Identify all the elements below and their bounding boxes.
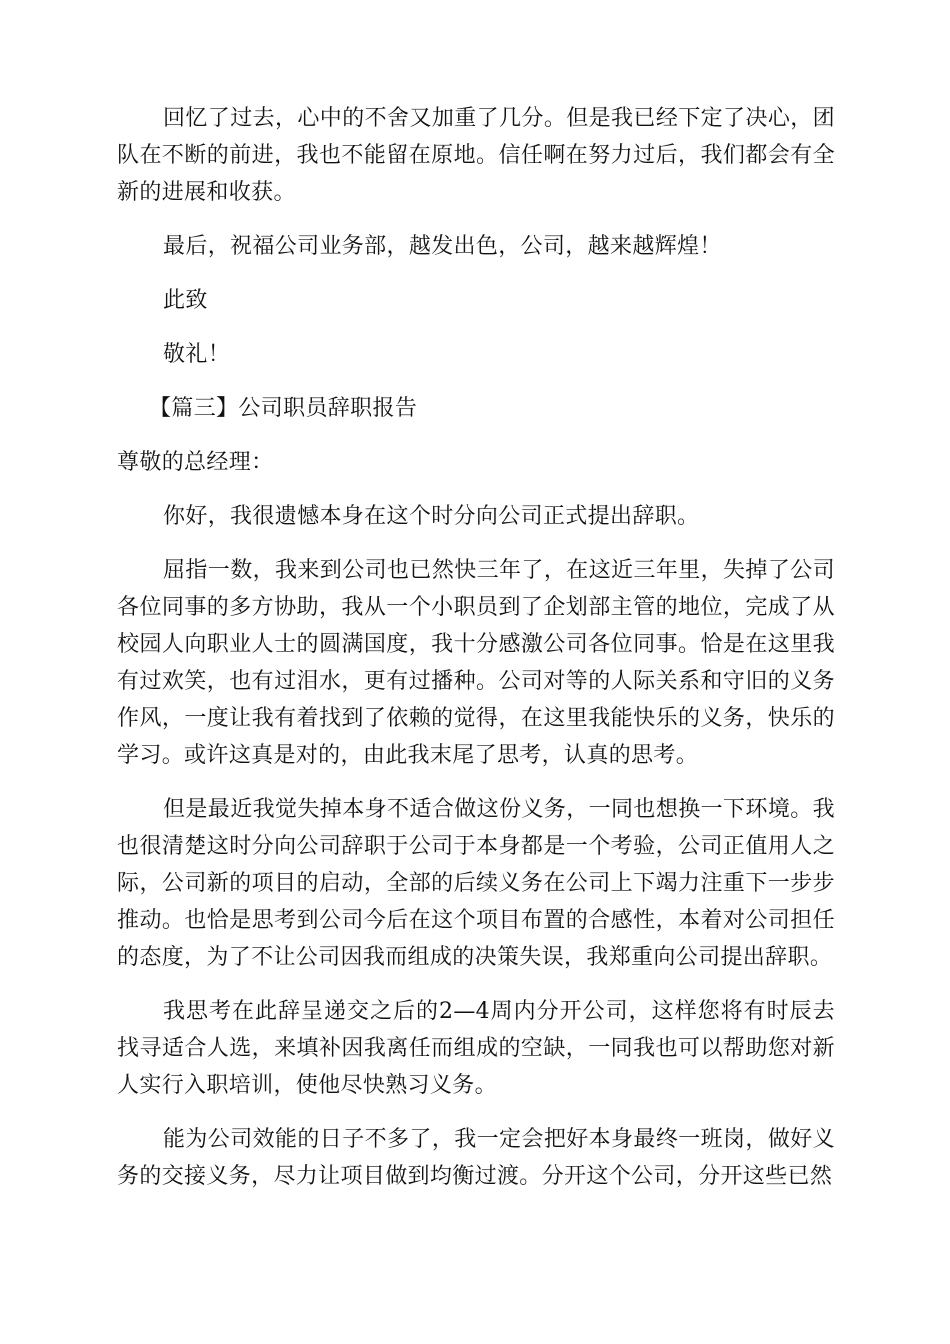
section-heading: 【篇三】公司职员辞职报告 (149, 396, 418, 421)
salutation: 尊敬的总经理： (117, 450, 274, 475)
paragraph-reason: 但是最近我觉失掉本身不适合做这份义务，一同也想换一下环境。我也很清楚这时分向公司辞职于公司于本身都是一个考验，公司正值用人之际，公司新的项目的启动，全部的后续义务在公司上下竭力注重下一步步推动。也恰是思考到公司今后在这个项目布置的合感性，本着对公司担任的态度，为了不让公司因我而组成的决策失误，我郑重向公司提出辞职。 (117, 797, 835, 970)
closing-cizhi: 此致 (163, 288, 208, 313)
paragraph-three-years: 屈指一数，我来到公司也已然快三年了，在这近三年里，失掉了公司各位同事的多方协助，我从一个小职员到了企划部主管的地位，完成了从校园人向职业人士的圆满国度，我十分感激公司各位同事。恰是在这里我有过欢笑，也有过泪水，更有过播种。公司对等的人际关系和守旧的义务作风，一度让我有着找到了依赖的觉得，在这里我能快乐的义务，快乐的学习。或许这真是对的，由此我末尾了思考，认真的思考。 (117, 558, 835, 768)
paragraph-timeline: 我思考在此辞呈递交之后的2—4周内分开公司，这样您将有时辰去找寻适合人选，来填补因我离任而组成的空缺，一同我也可以帮助您对新人实行入职培训，使他尽快熟习义务。 (117, 999, 835, 1098)
paragraph-greeting: 你好，我很遗憾本身在这个时分向公司正式提出辞职。 (163, 504, 700, 529)
paragraph-recollection: 回忆了过去，心中的不舍又加重了几分。但是我已经下定了决心，团队在不断的前进，我也不能留在原地。信任啊在努力过后，我们都会有全新的进展和收获。 (117, 106, 835, 205)
paragraph-blessing: 最后，祝福公司业务部，越发出色，公司，越来越辉煌！ (163, 234, 722, 259)
paragraph-handover: 能为公司效能的日子不多了，我一定会把好本身最终一班岗，做好义务的交接义务，尽力让项目做到均衡过渡。分开这个公司，分开这些已然 (117, 1127, 835, 1189)
document-body (117, 100, 835, 1212)
closing-jingli: 敬礼！ (163, 342, 231, 367)
